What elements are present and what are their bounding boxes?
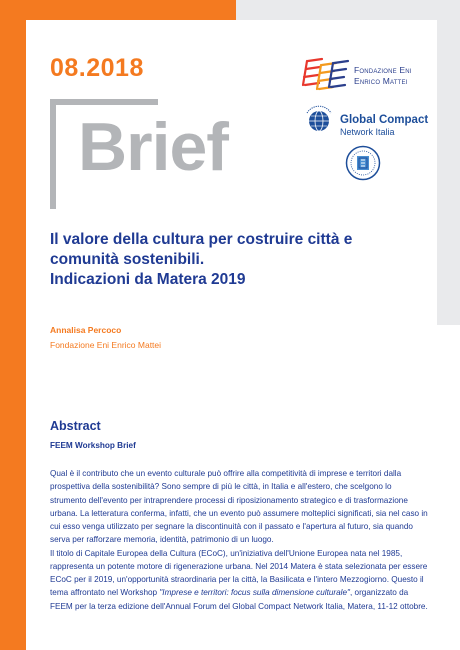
grey-side-bar xyxy=(437,20,460,325)
orange-side-bar xyxy=(0,0,26,650)
author-name: Annalisa Percoco xyxy=(50,325,122,335)
global-compact-globe-icon xyxy=(304,105,334,135)
global-compact-title: Global Compact xyxy=(340,114,429,126)
abstract-body xyxy=(50,467,428,613)
series-label: Brief xyxy=(78,109,228,185)
global-compact-subtitle: Network Italia xyxy=(340,127,395,137)
matera-seal-icon xyxy=(345,145,381,181)
orange-top-bar xyxy=(26,0,236,20)
feem-logo-text: Fondazione Eni Enrico Mattei xyxy=(354,65,412,86)
author-affiliation: Fondazione Eni Enrico Mattei xyxy=(50,340,162,350)
abstract-heading: Abstract xyxy=(50,419,101,433)
grey-top-bar xyxy=(236,0,460,20)
feem-logo-icon xyxy=(300,55,350,95)
abstract-paragraph-1: Qual è il contributo che un evento culturale può offrire alla competitività di imprese e territori dalla prospettiva della sostenibilità? Sono sempre di più le città, in Italia e all'estero, che scelgono lo strumento dell'evento per intraprendere processi di riposizionamento strategico e di trasformazione urbana. La letteratura conferma, infatti, che un evento può assumere molteplici significati, sia nel caso in cui esso venga utilizzato per segnare la discontinuità con il passato e l'apertura al futuro, sia quando serva per rafforzare memoria, identità, patrimonio di un luogo. xyxy=(50,469,428,545)
abstract-paragraph-2: Il titolo di Capitale Europea della Cultura (ECoC), un'iniziativa dell'Unione Europea nata nel 1985, rappresenta un potente motore di rigenerazione urbana. Nel 2014 Matera è stata selezionata per essere ECoC per il 2019, un'opportunità straordinaria per la città, la Basilicata e l'intero Mezzogiorno. Questo il tema affrontato nel Workshop "Imprese e territori: focus sulla dimensione culturale", organizzato da FEEM per la terza edizione dell'Annual Forum del Global Compact Network Italia, Matera, 11-12 ottobre. xyxy=(50,548,428,611)
issue-number: 08.2018 xyxy=(50,54,144,82)
document-title: Il valore della cultura per costruire città e comunità sostenibili. Indicazioni da Matera 2019 xyxy=(50,231,353,288)
abstract-subheading: FEEM Workshop Brief xyxy=(50,441,136,450)
